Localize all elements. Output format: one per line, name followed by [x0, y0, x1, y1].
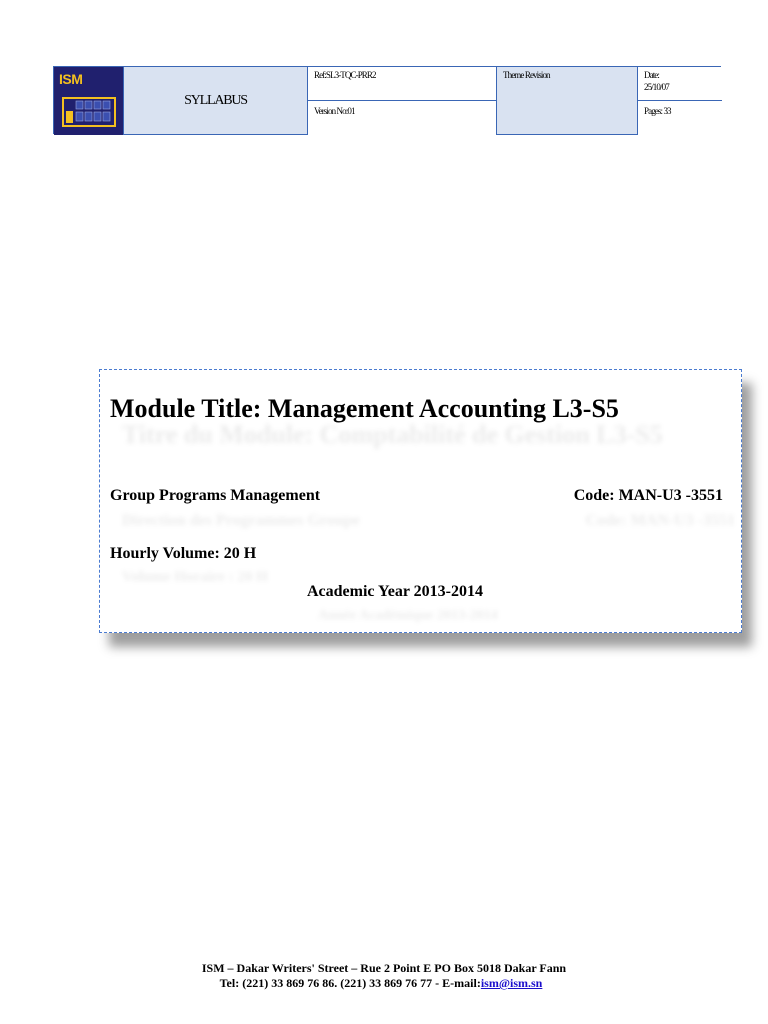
date-label: Date:	[644, 70, 659, 80]
building-icon	[62, 97, 116, 127]
ism-logo	[54, 67, 124, 135]
document-header	[53, 66, 721, 134]
pages-field: Pages: 33	[638, 101, 722, 135]
code-ghost: Code: MAN-U3 -3551	[585, 512, 735, 529]
module-code: Code: MAN-U3 -3551	[573, 487, 723, 504]
hourly-ghost: Volume Horaire : 20 H	[122, 569, 268, 585]
module-info-box	[99, 369, 742, 633]
year-ghost: Année Académique 2013-2014	[318, 608, 498, 623]
syllabus-title: SYLLABUS	[124, 67, 308, 135]
theme-revision-field: Theme Revision	[497, 67, 638, 135]
version-field: Version No:01	[308, 101, 497, 135]
footer-address: ISM – Dakar Writers' Street – Rue 2 Point E PO Box 5018 Dakar Fann	[201, 961, 567, 975]
footer-contact	[0, 976, 768, 991]
reference-field: Ref:SL3-TQC-PRR2	[308, 67, 497, 101]
logo-text: ISM	[59, 71, 83, 87]
group-programs-label: Group Programs Management	[110, 487, 321, 504]
date-field	[638, 67, 722, 101]
page-footer	[0, 961, 768, 991]
module-title-ghost: Titre du Module: Comptabilité de Gestion L3-S5	[122, 420, 663, 449]
email-link[interactable]: ism@ism.sn	[480, 976, 543, 990]
date-value: 25/10/07	[644, 82, 669, 92]
academic-year: Academic Year 2013-2014	[307, 583, 483, 600]
module-title: Module Title: Management Accounting L3-S5	[110, 394, 619, 423]
footer-tel: Tel: (221) 33 869 76 86. (221) 33 869 76 77 - E-mail:	[219, 976, 481, 990]
hourly-volume: Hourly Volume: 20 H	[110, 545, 257, 562]
group-ghost: Direction des Programmes Groupe	[122, 512, 360, 529]
